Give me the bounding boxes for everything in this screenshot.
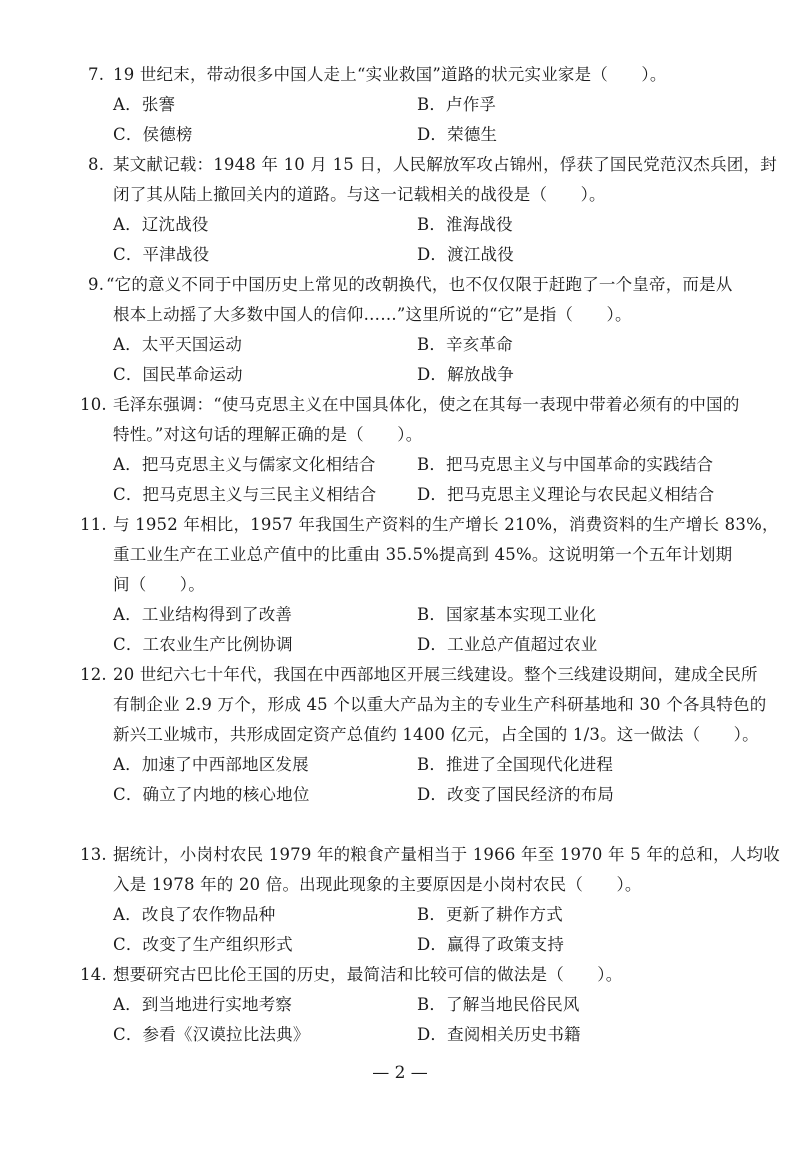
question-number: 13. (80, 845, 107, 864)
option-b: B．国家基本实现工业化 (417, 605, 597, 624)
question-stem-line: 入是 1978 年的 20 倍。出现此现象的主要原因是小岗村农民（ ）。 (113, 875, 642, 894)
question-stem-line: 根本上动摇了大多数中国人的信仰……”这里所说的“它”是指（ ）。 (113, 305, 632, 324)
question-stem-line: 毛泽东强调：“使马克思主义在中国具体化，使之在其每一表现中带着必须有的中国的 (113, 395, 740, 414)
question-number: 9. (88, 275, 105, 294)
option-a: A．太平天国运动 (113, 335, 243, 354)
option-b: B．把马克思主义与中国革命的实践结合 (417, 455, 714, 474)
option-c: C．工农业生产比例协调 (113, 635, 293, 654)
question-stem-line: 某文献记载：1948 年 10 月 15 日，人民解放军攻占锦州，俘获了国民党范汉杰兵团，封 (113, 155, 777, 174)
option-a: A．改良了农作物品种 (113, 905, 276, 924)
question-stem-line: 新兴工业城市，共形成固定资产总值约 1400 亿元，占全国的 1/3。这一做法（ ）。 (113, 725, 759, 744)
option-b: B．更新了耕作方式 (417, 905, 563, 924)
question-stem-line: 闭了其从陆上撤回关内的道路。与这一记载相关的战役是（ ）。 (113, 185, 606, 204)
option-d: D．改变了国民经济的布局 (417, 785, 615, 804)
option-c: C．把马克思主义与三民主义相结合 (113, 485, 377, 504)
option-d: D．赢得了政策支持 (417, 935, 565, 954)
question-stem-line: 据统计，小岗村农民 1979 年的粮食产量相当于 1966 年至 1970 年 5 年的总和，人均收 (113, 845, 780, 864)
question-number: 10. (80, 395, 107, 414)
option-a: A．工业结构得到了改善 (113, 605, 293, 624)
option-d: D．荣德生 (417, 125, 498, 144)
option-a: A．到当地进行实地考察 (113, 995, 293, 1014)
option-d: D．解放战争 (417, 365, 514, 384)
option-b: B．卢作孚 (417, 95, 497, 114)
question-stem-line: 特性。”对这句话的理解正确的是（ ）。 (113, 425, 423, 444)
question-stem-line: 有制企业 2.9 万个，形成 45 个以重大产品为主的专业生产科研基地和 30 个各具特色的 (113, 695, 767, 714)
option-d: D．查阅相关历史书籍 (417, 1025, 581, 1044)
option-b: B．辛亥革命 (417, 335, 513, 354)
question-number: 11. (80, 515, 107, 534)
question-stem-line: 想要研究古巴比伦王国的历史，最简洁和比较可信的做法是（ ）。 (113, 965, 623, 984)
option-d: D．把马克思主义理论与农民起义相结合 (417, 485, 715, 504)
option-a: A．加速了中西部地区发展 (113, 755, 309, 774)
question-stem-line: 重工业生产在工业总产值中的比重由 35.5%提高到 45%。这说明第一个五年计划期 (113, 545, 733, 564)
option-c: C．改变了生产组织形式 (113, 935, 293, 954)
question-stem-line: 19 世纪末，带动很多中国人走上“实业救国”道路的状元实业家是（ ）。 (113, 65, 667, 84)
option-a: A．张謇 (113, 95, 176, 114)
option-b: B．淮海战役 (417, 215, 513, 234)
question-number: 12. (80, 665, 107, 684)
page-number: — 2 — (372, 1063, 428, 1083)
option-a: A．把马克思主义与儒家文化相结合 (113, 455, 376, 474)
option-c: C．参看《汉谟拉比法典》 (113, 1025, 310, 1044)
option-c: C．确立了内地的核心地位 (113, 785, 310, 804)
option-a: A．辽沈战役 (113, 215, 209, 234)
question-stem-line: 间（ ）。 (113, 575, 205, 594)
question-stem-line: 20 世纪六七十年代，我国在中西部地区开展三线建设。整个三线建设期间，建成全民所 (113, 665, 758, 684)
option-b: B．推进了全国现代化进程 (417, 755, 614, 774)
option-d: D．渡江战役 (417, 245, 514, 264)
question-number: 14. (80, 965, 107, 984)
option-c: C．侯德榜 (113, 125, 193, 144)
question-number: 8. (88, 155, 105, 174)
option-c: C．平津战役 (113, 245, 210, 264)
option-d: D．工业总产值超过农业 (417, 635, 598, 654)
question-stem-line: 与 1952 年相比，1957 年我国生产资料的生产增长 210%，消费资料的生产增长 83%， (113, 515, 779, 534)
question-stem-line: “它的意义不同于中国历史上常见的改朝换代，也不仅仅限于赶跑了一个皇帝，而是从 (106, 275, 733, 294)
option-c: C．国民革命运动 (113, 365, 243, 384)
question-number: 7. (88, 65, 105, 84)
option-b: B．了解当地民俗民风 (417, 995, 580, 1014)
